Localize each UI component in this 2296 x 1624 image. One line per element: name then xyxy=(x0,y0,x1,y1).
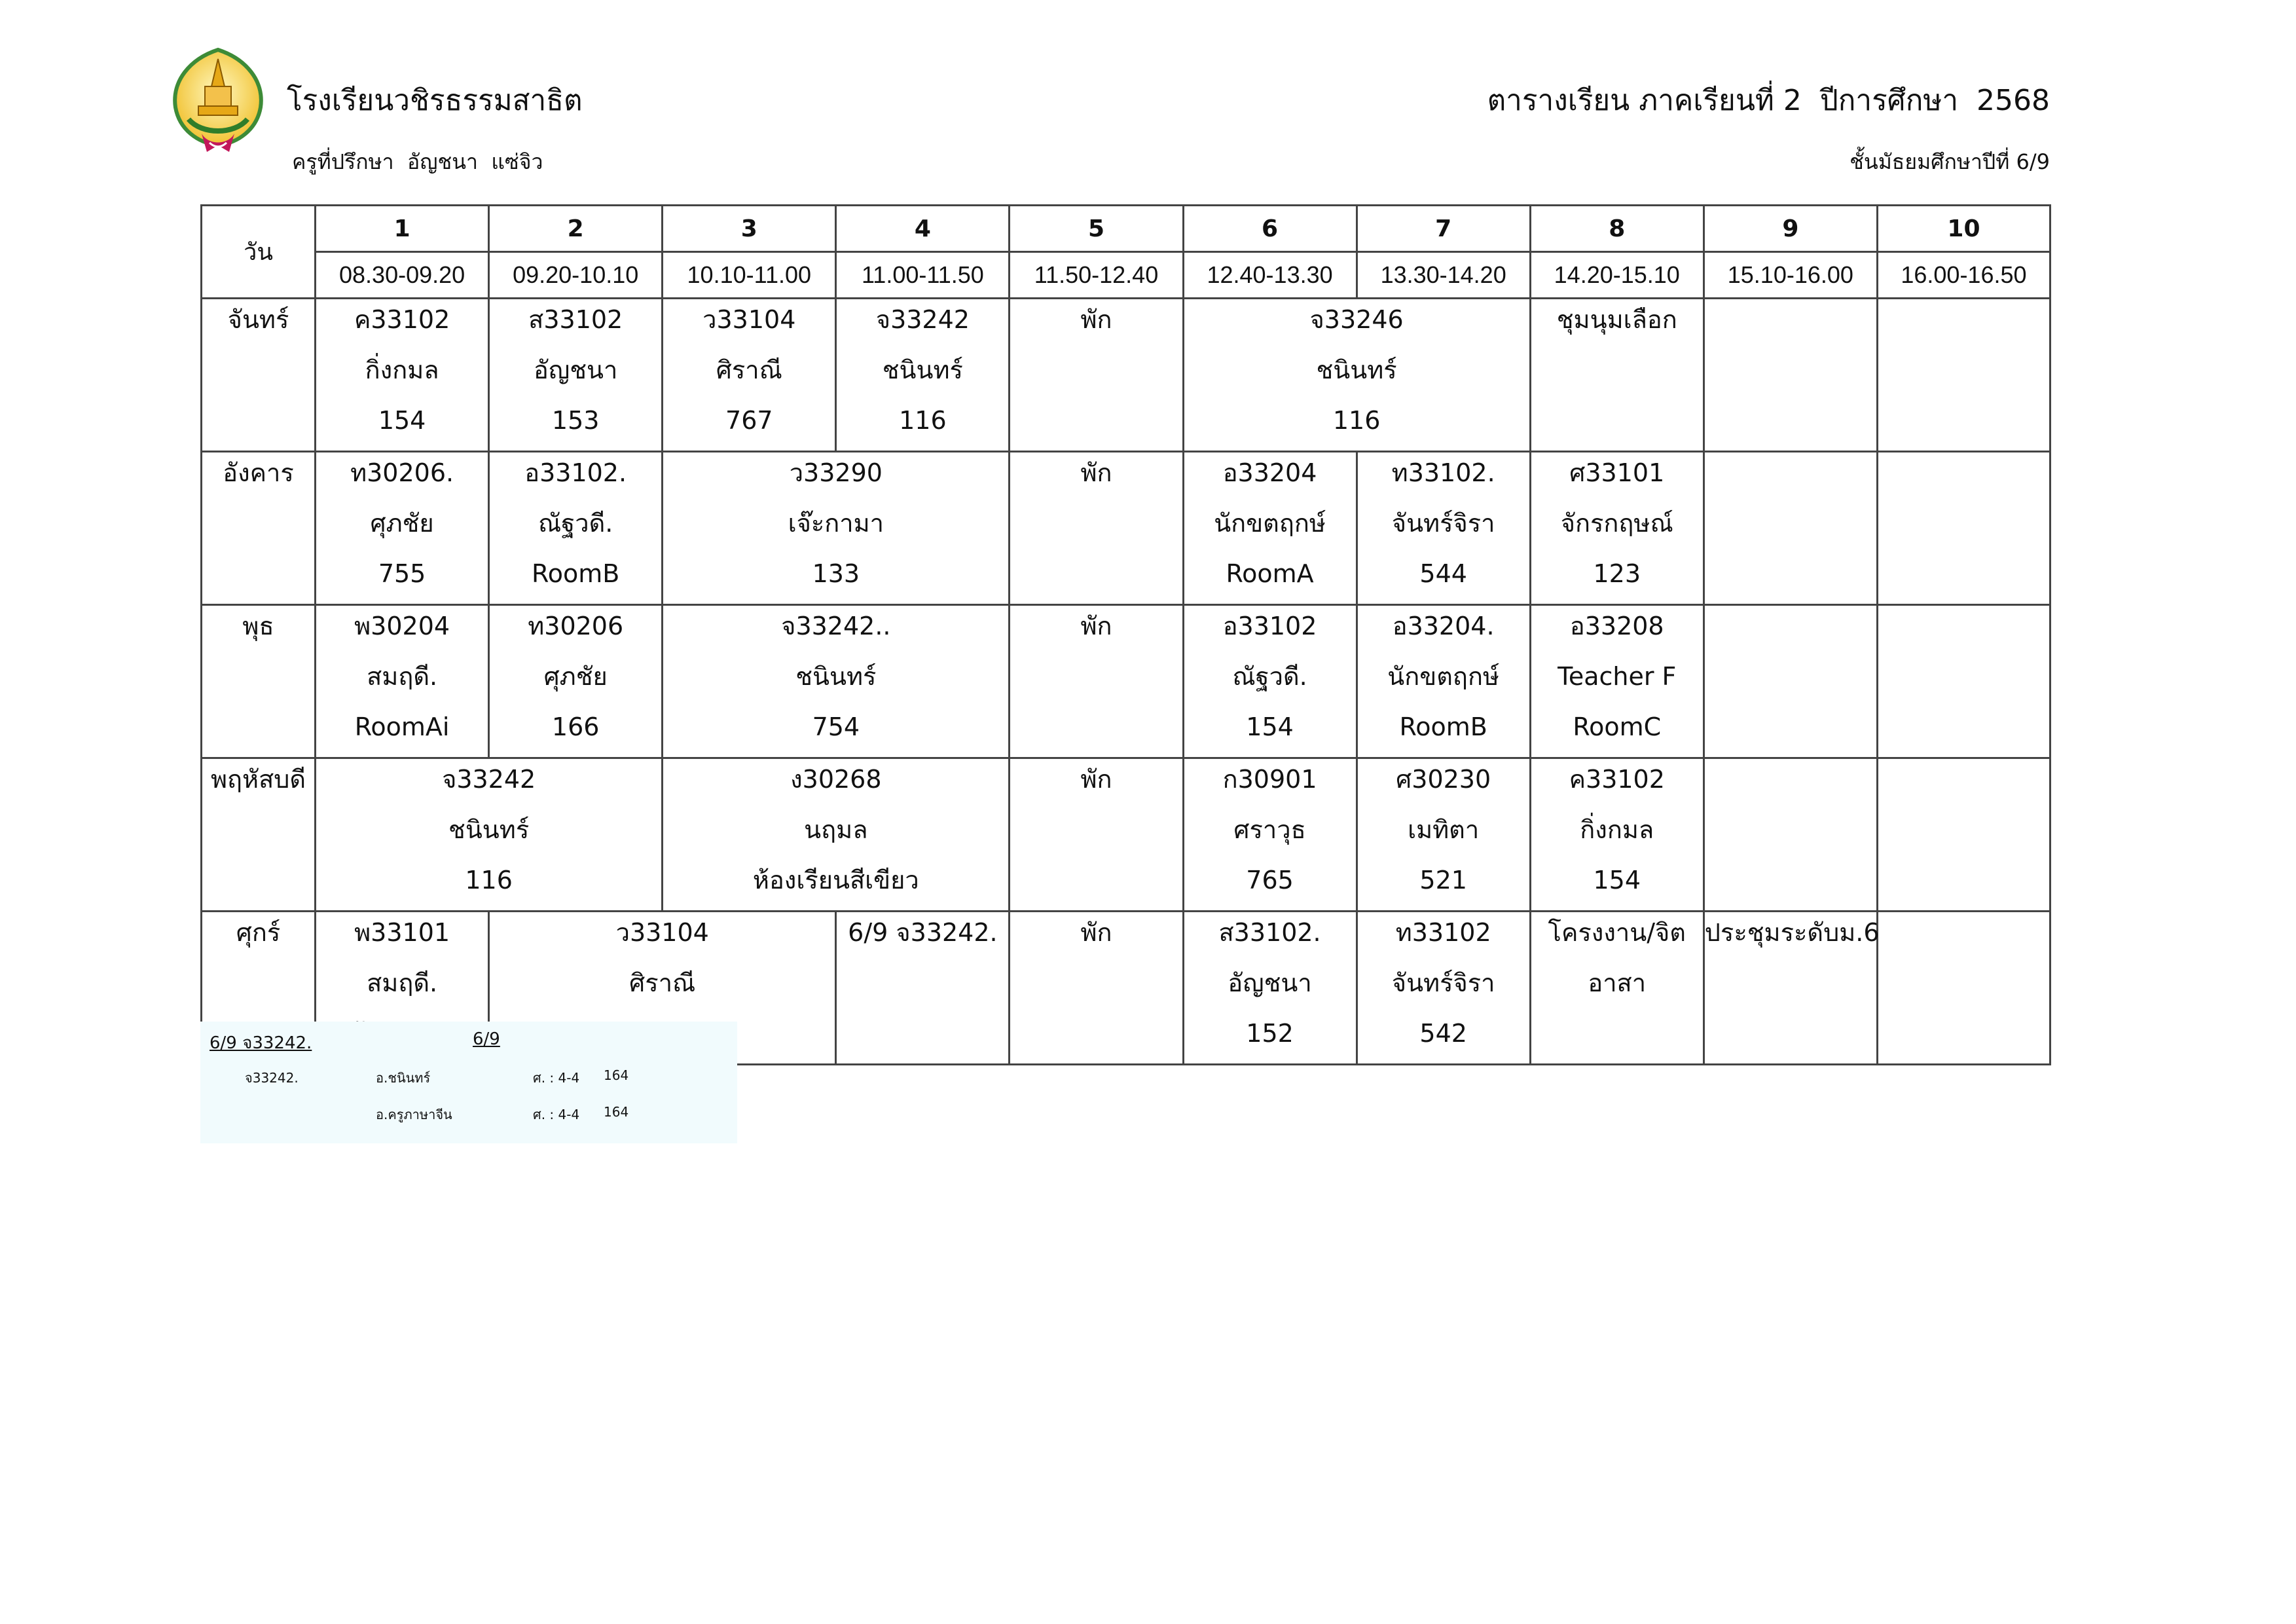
room-number: ห้องเรียนสีเขียว xyxy=(752,866,919,895)
subject-code: พ33101 xyxy=(354,918,450,947)
teacher-name: นักขตฤกษ์ xyxy=(1387,662,1499,691)
class-cell xyxy=(1704,912,1880,1065)
class-cell xyxy=(316,299,489,452)
room-number: RoomC xyxy=(1573,712,1662,741)
advisor-label: ครูที่ปรึกษา อัญชนา แซ่จิว xyxy=(292,149,543,174)
teacher-name: อัญชนา xyxy=(1228,969,1312,997)
day-label: พฤหัสบดี xyxy=(202,758,316,912)
class-cell xyxy=(316,758,663,912)
empty-cell xyxy=(1877,605,2050,758)
period-header-row xyxy=(202,206,2050,252)
room-number: 521 xyxy=(1419,866,1467,895)
subject-code: อ33208 xyxy=(1569,612,1664,640)
period-number: 6 xyxy=(1183,206,1357,252)
school-name: โรงเรียนวชิรธรรมสาธิต xyxy=(287,84,583,117)
class-cell xyxy=(836,912,1010,1065)
empty-cell xyxy=(1877,452,2050,605)
teacher-name: จันทร์จิรา xyxy=(1391,509,1495,538)
teacher-name: ศราวุธ xyxy=(1233,815,1306,844)
teacher-name: จักรกฤษณ์ xyxy=(1560,509,1673,538)
room-number: 542 xyxy=(1419,1019,1467,1048)
teacher-name: กิ่งกมล xyxy=(1580,815,1654,844)
subject-code: อ33102. xyxy=(524,458,627,487)
break-cell xyxy=(1010,452,1183,605)
empty-cell xyxy=(1704,299,1877,452)
group-teacher: อ.ครูภาษาจีน xyxy=(376,1107,452,1122)
period-number: 7 xyxy=(1357,206,1530,252)
subject-code: ว33104 xyxy=(615,918,709,947)
room-number: 153 xyxy=(551,406,600,435)
period-time: 16.00-16.50 xyxy=(1877,252,2050,299)
empty-cell xyxy=(1877,299,2050,452)
teacher-name: Teacher F xyxy=(1558,662,1677,691)
empty-cell xyxy=(1877,758,2050,912)
subject-code: ง30268 xyxy=(790,765,882,794)
class-cell xyxy=(1530,299,1704,452)
class-cell xyxy=(1183,452,1357,605)
day-label: ศุกร์ xyxy=(202,912,316,1065)
subject-code: พ30204 xyxy=(354,612,450,640)
break-cell xyxy=(1010,758,1183,912)
teacher-name: เจ๊ะกามา xyxy=(788,509,884,538)
timetable xyxy=(200,204,2051,1065)
period-time: 12.40-13.30 xyxy=(1183,252,1357,299)
group-detail-box xyxy=(200,1022,737,1143)
room-number: 154 xyxy=(1246,712,1294,741)
period-time: 14.20-15.10 xyxy=(1530,252,1704,299)
subject-code: โครงงาน/จิต xyxy=(1548,918,1686,947)
day-row-thursday xyxy=(202,758,2050,912)
class-cell xyxy=(1357,605,1530,758)
group-room: 164 xyxy=(604,1067,629,1083)
period-time: 13.30-14.20 xyxy=(1357,252,1530,299)
teacher-name: อาสา xyxy=(1588,969,1647,997)
subject-code: ท33102 xyxy=(1395,918,1491,947)
room-number: 152 xyxy=(1246,1019,1294,1048)
period-time: 11.00-11.50 xyxy=(836,252,1010,299)
teacher-name: จันทร์จิรา xyxy=(1391,969,1495,997)
room-number: 123 xyxy=(1593,559,1641,588)
period-number: 9 xyxy=(1704,206,1877,252)
teacher-name: นฤมล xyxy=(804,815,868,844)
break-label: พัก xyxy=(1080,765,1112,794)
school-logo xyxy=(169,47,267,158)
subject-code: ว33290 xyxy=(789,458,883,487)
class-cell xyxy=(316,605,489,758)
break-cell xyxy=(1010,912,1183,1065)
period-time: 11.50-12.40 xyxy=(1010,252,1183,299)
teacher-name: สมฤดี. xyxy=(367,969,438,997)
teacher-name: ชนินทร์ xyxy=(448,815,530,844)
period-number: 2 xyxy=(489,206,663,252)
empty-cell xyxy=(1704,605,1877,758)
break-label: พัก xyxy=(1080,612,1112,640)
teacher-name: ชนินทร์ xyxy=(882,356,963,384)
subject-code: ส33102 xyxy=(528,305,623,334)
class-cell xyxy=(1530,452,1704,605)
class-cell xyxy=(1357,912,1530,1065)
teacher-name: อัญชนา xyxy=(534,356,618,384)
class-cell xyxy=(1183,912,1357,1065)
period-number: 3 xyxy=(663,206,836,252)
subject-code: ส33102. xyxy=(1218,918,1321,947)
class-cell xyxy=(1183,758,1357,912)
break-label: พัก xyxy=(1080,458,1112,487)
period-time: 10.10-11.00 xyxy=(663,252,836,299)
schedule-title: ตารางเรียน ภาคเรียนที่ 2 ปีการศึกษา 2568 xyxy=(1487,84,2050,117)
teacher-name: ศุภชัย xyxy=(370,509,434,538)
class-cell xyxy=(1530,758,1704,912)
subject-code: 6/9 จ33242. xyxy=(848,918,998,947)
class-cell xyxy=(489,605,663,758)
period-number: 4 xyxy=(836,206,1010,252)
class-cell xyxy=(1530,912,1704,1065)
subject-code: จ33242 xyxy=(442,765,536,794)
room-number: 116 xyxy=(1332,406,1381,435)
subject-code: จ33246 xyxy=(1309,305,1404,334)
teacher-name: นักขตฤกษ์ xyxy=(1214,509,1326,538)
subject-code: ประชุมระดับม.6 xyxy=(1704,918,1880,947)
subject-code: จ33242.. xyxy=(781,612,891,640)
period-time: 08.30-09.20 xyxy=(316,252,489,299)
day-row-tuesday xyxy=(202,452,2050,605)
group-class: 6/9 xyxy=(473,1029,500,1049)
room-number: RoomB xyxy=(532,559,620,588)
day-row-wednesday xyxy=(202,605,2050,758)
time-header-row xyxy=(202,252,2050,299)
room-number: RoomA xyxy=(1226,559,1314,588)
period-number: 10 xyxy=(1877,206,2050,252)
class-cell xyxy=(1183,299,1530,452)
class-cell xyxy=(836,299,1010,452)
teacher-name: เมทิตา xyxy=(1408,815,1480,844)
teacher-name: ณัฐวดี. xyxy=(1232,662,1307,691)
class-cell xyxy=(489,299,663,452)
period-time: 09.20-10.10 xyxy=(489,252,663,299)
group-teacher: อ.ชนินทร์ xyxy=(376,1070,431,1086)
class-cell xyxy=(1357,758,1530,912)
day-row-monday xyxy=(202,299,2050,452)
teacher-name: ศิราณี xyxy=(716,356,782,384)
room-number: 116 xyxy=(465,866,513,895)
subject-code: ค33102 xyxy=(1569,765,1665,794)
teacher-name: ศิราณี xyxy=(629,969,696,997)
empty-cell xyxy=(1877,912,2050,1065)
class-cell xyxy=(663,605,1010,758)
teacher-name: ชนินทร์ xyxy=(795,662,877,691)
subject-code: ศ30230 xyxy=(1396,765,1491,794)
break-label: พัก xyxy=(1080,918,1112,947)
class-cell xyxy=(663,452,1010,605)
room-number: 154 xyxy=(1593,866,1641,895)
group-title: 6/9 จ33242. xyxy=(210,1033,312,1053)
subject-code: ชุมนุมเลือก xyxy=(1556,305,1677,334)
subject-code: อ33204 xyxy=(1222,458,1317,487)
class-cell xyxy=(663,758,1010,912)
room-number: RoomB xyxy=(1399,712,1487,741)
group-subject-code: จ33242. xyxy=(245,1070,299,1086)
period-number: 1 xyxy=(316,206,489,252)
teacher-name: กิ่งกมล xyxy=(365,356,439,384)
grade-label: ชั้นมัธยมศึกษาปีที่ 6/9 xyxy=(1850,149,2050,174)
break-label: พัก xyxy=(1080,305,1112,334)
class-cell xyxy=(1357,452,1530,605)
period-number: 5 xyxy=(1010,206,1183,252)
subject-code: ท30206. xyxy=(350,458,454,487)
day-label: พุธ xyxy=(202,605,316,758)
subject-code: ก30901 xyxy=(1222,765,1317,794)
subject-code: ว33104 xyxy=(702,305,796,334)
empty-cell xyxy=(1704,758,1877,912)
room-number: 154 xyxy=(378,406,426,435)
room-number: 166 xyxy=(551,712,600,741)
group-day-period: ศ. : 4-4 xyxy=(533,1070,580,1086)
day-label: จันทร์ xyxy=(202,299,316,452)
teacher-name: ชนินทร์ xyxy=(1316,356,1397,384)
class-cell xyxy=(1530,605,1704,758)
room-number: RoomAi xyxy=(354,712,450,741)
class-cell xyxy=(316,452,489,605)
room-number: 754 xyxy=(812,712,860,741)
class-cell xyxy=(489,452,663,605)
room-number: 133 xyxy=(812,559,860,588)
teacher-name: ศุภชัย xyxy=(543,662,608,691)
empty-cell xyxy=(1704,452,1877,605)
subject-code: ท30206 xyxy=(528,612,624,640)
period-time: 15.10-16.00 xyxy=(1704,252,1877,299)
class-cell xyxy=(1183,605,1357,758)
subject-code: ค33102 xyxy=(354,305,450,334)
room-number: 116 xyxy=(899,406,947,435)
day-label: อังคาร xyxy=(202,452,316,605)
break-cell xyxy=(1010,299,1183,452)
day-column-header: วัน xyxy=(202,206,316,299)
teacher-name: สมฤดี. xyxy=(367,662,438,691)
room-number: 765 xyxy=(1246,866,1294,895)
group-room: 164 xyxy=(604,1104,629,1120)
class-cell xyxy=(663,299,836,452)
subject-code: ท33102. xyxy=(1391,458,1495,487)
room-number: 544 xyxy=(1419,559,1467,588)
group-day-period: ศ. : 4-4 xyxy=(533,1107,580,1122)
subject-code: จ33242 xyxy=(875,305,970,334)
subject-code: อ33204. xyxy=(1392,612,1495,640)
room-number: 767 xyxy=(725,406,773,435)
room-number: 755 xyxy=(378,559,426,588)
break-cell xyxy=(1010,605,1183,758)
period-number: 8 xyxy=(1530,206,1704,252)
subject-code: ศ33101 xyxy=(1569,458,1665,487)
subject-code: อ33102 xyxy=(1222,612,1317,640)
teacher-name: ณัฐวดี. xyxy=(538,509,613,538)
